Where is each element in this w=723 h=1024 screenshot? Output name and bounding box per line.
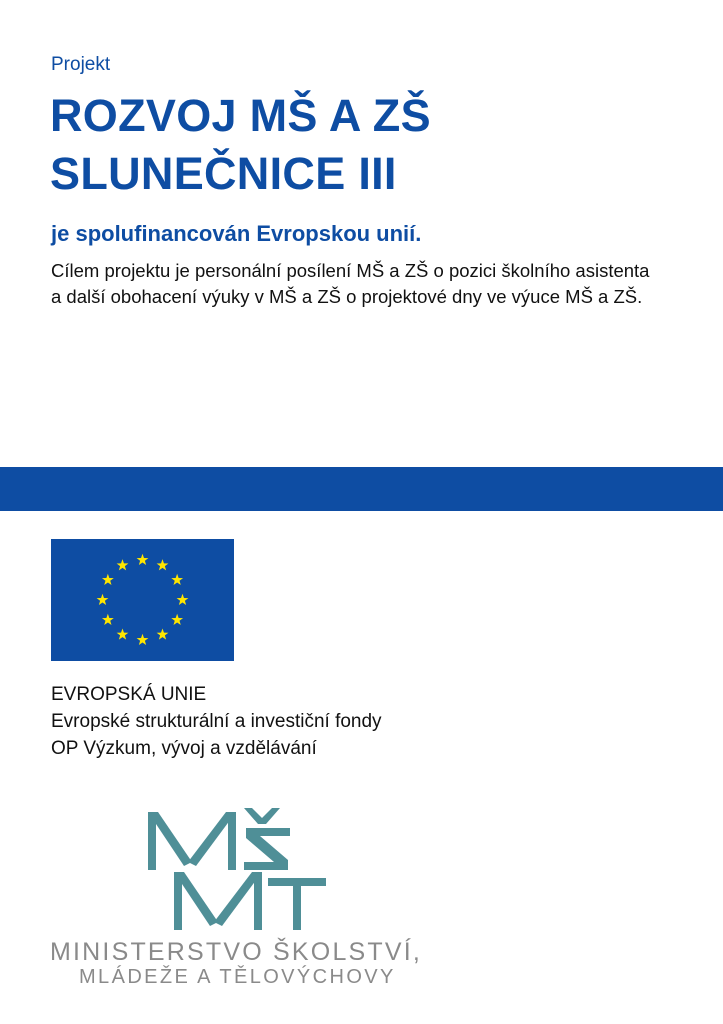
eu-text-line-2: Evropské strukturální a investiční fondy: [51, 711, 382, 732]
eu-star-icon: [97, 594, 109, 605]
eu-star-icon: [177, 594, 189, 605]
project-title: [50, 87, 431, 203]
project-title-line-1: ROZVOJ MŠ A ZŠ: [50, 90, 431, 141]
eu-flag-icon: [51, 539, 234, 661]
project-title-line-2: SLUNEČNICE III: [50, 148, 397, 199]
eu-star-icon: [157, 559, 169, 570]
eu-star-icon: [171, 614, 183, 625]
eu-star-icon: [102, 614, 114, 625]
eu-star-icon: [102, 574, 114, 585]
ministry-name-line-2: MLÁDEŽE A TĚLOVÝCHOVY: [79, 966, 396, 988]
eu-star-icon: [157, 628, 169, 639]
eu-star-icon: [137, 554, 149, 565]
eu-star-icon: [117, 559, 129, 570]
eu-star-icon: [171, 574, 183, 585]
eu-star-icon: [117, 628, 129, 639]
funding-statement: je spolufinancován Evropskou unií.: [51, 221, 422, 246]
eu-text-line-3: OP Výzkum, vývoj a vzdělávání: [51, 738, 317, 759]
msmt-logo-icon: [140, 806, 330, 936]
ministry-name-line-1: MINISTERSTVO ŠKOLSTVÍ,: [50, 938, 423, 966]
eu-funding-text: [51, 681, 382, 762]
eu-star-icon: [137, 634, 149, 645]
eu-text-line-1: EVROPSKÁ UNIE: [51, 684, 207, 705]
blue-divider-band: [0, 467, 723, 511]
project-label: Projekt: [51, 54, 111, 75]
project-description: Cílem projektu je personální posílení MŠ a ZŠ o pozici školního asistenta a další obohacení výuky v MŠ a ZŠ o projektové dny ve výuce MŠ a ZŠ.: [51, 260, 650, 307]
